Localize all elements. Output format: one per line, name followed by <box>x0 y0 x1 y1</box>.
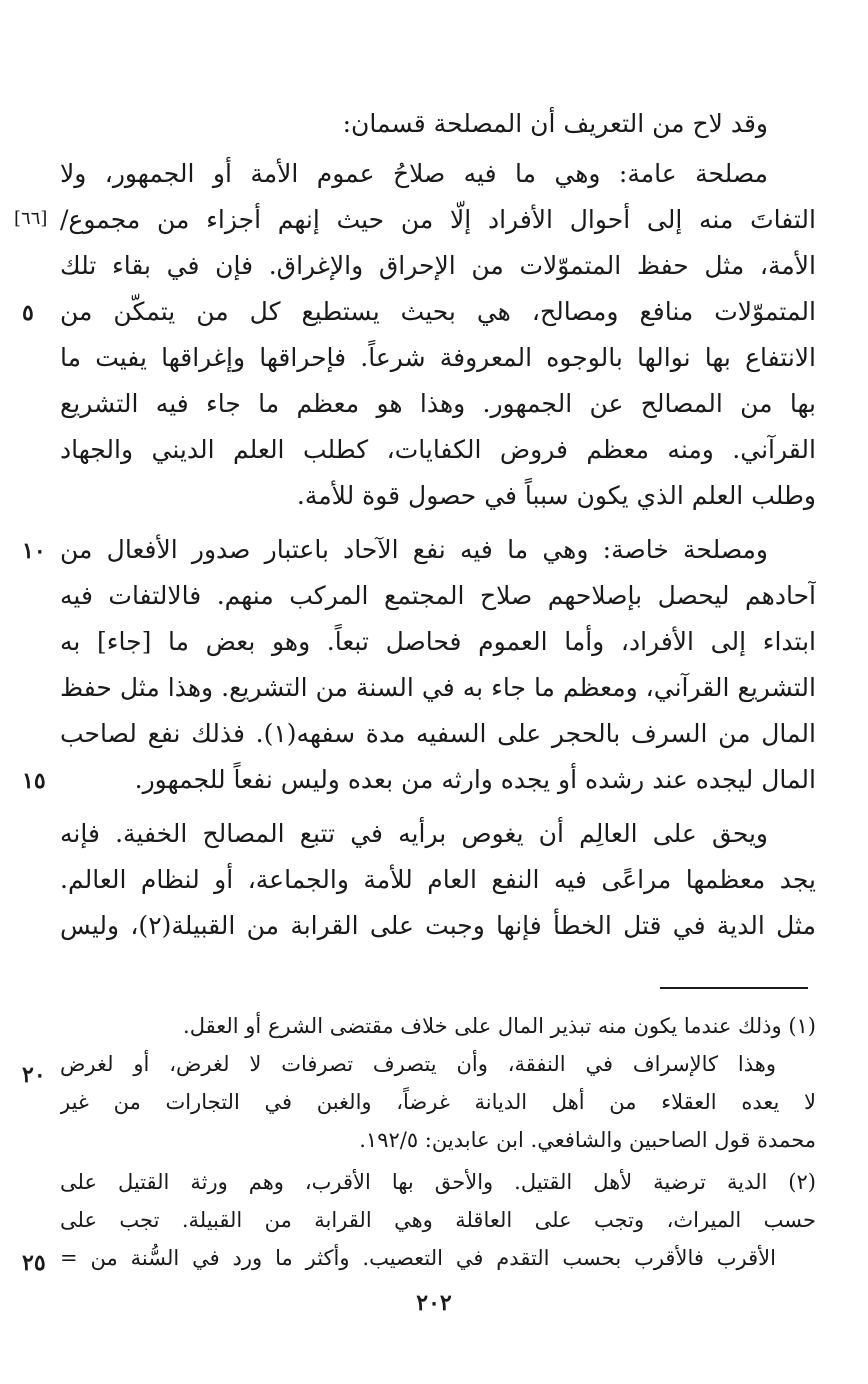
page-number: ٢٠٢ <box>416 1290 452 1316</box>
line-number: ١٥ <box>22 768 46 794</box>
footnote-line: حسب الميراث، وتجب على العاقلة وهي القرابة من القبيلة. تجب على <box>60 1208 816 1232</box>
body-line: المتموّلات منافع ومصالح، هي بحيث يستطيع كل من يتمكّن من <box>60 297 816 326</box>
body-line: مصلحة عامة: وهي ما فيه صلاحُ عموم الأمة أو الجمهور، ولا <box>60 159 768 188</box>
body-line: مثل الدية في قتل الخطأ فإنها وجبت على القرابة من القبيلة(٢)، وليس <box>60 911 816 940</box>
body-line: آحادهم ليحصل بإصلاحهم صلاح المجتمع المركب منهم. فالالتفات فيه <box>60 581 816 610</box>
body-line: التفاتَ منه إلى أحوال الأفراد إلّا من حيث إنهم أجزاء من مجموع/ <box>60 205 816 234</box>
line-number: ١٠ <box>22 538 46 564</box>
body-line: وطلب العلم الذي يكون سبباً في حصول قوة للأمة. <box>296 481 816 510</box>
line-number: ٢٠ <box>22 1062 46 1088</box>
footnote-separator <box>660 987 808 989</box>
body-line: الانتفاع بها نوالها بالوجوه المعروفة شرعاً. فإحراقها وإغراقها يفيت ما <box>60 343 816 372</box>
footnote-line: (١) وذلك عندما يكون منه تبذير المال على خلاف مقتضى الشرع أو العقل. <box>183 1014 816 1038</box>
body-line: القرآني. ومنه معظم فروض الكفايات، كطلب العلم الديني والجهاد <box>60 435 816 464</box>
body-line: وقد لاح من التعريف أن المصلحة قسمان: <box>342 109 768 138</box>
footnote-line: لا يعده العقلاء من أهل الديانة غرضاً، والغبن في التجارات من غير <box>60 1090 816 1114</box>
body-line: الأمة، مثل حفظ المتموّلات من الإحراق والإغراق. فإن في بقاء تلك <box>60 251 816 280</box>
body-line: التشريع القرآني، ومعظم ما جاء به في السنة من التشريع. وهذا مثل حفظ <box>60 673 816 702</box>
footnote-line: وهذا كالإسراف في النفقة، وأن يتصرف تصرفات لا لغرض، أو لغرض <box>60 1052 776 1076</box>
footnote-line: (٢) الدية ترضية لأهل القتيل. والأحق بها الأقرب، وهم ورثة القتيل على <box>60 1170 816 1194</box>
line-number: ٢٥ <box>22 1250 46 1276</box>
body-line: المال من السرف بالحجر على السفيه مدة سفهه(١). فذلك نفع لصاحب <box>60 719 816 748</box>
footnote-line: محمدة قول الصاحبين والشافعي. ابن عابدين: ١٩٢/٥. <box>359 1128 816 1152</box>
footnote-line: الأقرب فالأقرب بحسب التقدم في التعصيب. وأكثر ما ورد في السُّنة من = <box>60 1246 776 1270</box>
body-line: ومصلحة خاصة: وهي ما فيه نفع الآحاد باعتبار صدور الأفعال من <box>60 535 768 564</box>
body-line: بها من المصالح عن الجمهور. وهذا هو معظم ما جاء فيه التشريع <box>60 389 816 418</box>
body-line: ويحق على العالِم أن يغوص برأيه في تتبع المصالح الخفية. فإنه <box>60 819 768 848</box>
body-line: المال ليجده عند رشده أو يجده وارثه من بعده وليس نفعاً للجمهور. <box>134 765 816 794</box>
line-number: ٥ <box>22 300 34 326</box>
body-line: ابتداء إلى الأفراد، وأما العموم فحاصل تبعاً. وهو بعض ما [جاء] به <box>60 627 816 656</box>
body-line: يجد معظمها مراعًى فيه النفع العام للأمة والجماعة، أو لنظام العالم. <box>60 865 816 894</box>
margin-page-reference: [٦٦] <box>14 208 48 229</box>
